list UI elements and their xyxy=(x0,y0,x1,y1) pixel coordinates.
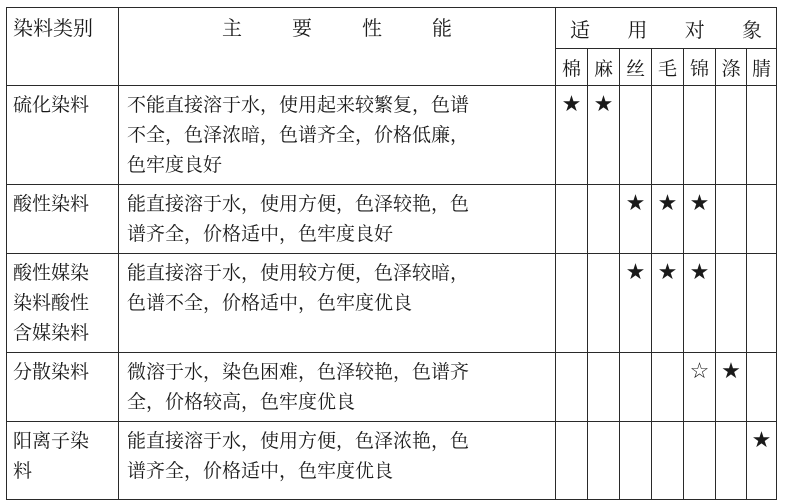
main-properties-cell xyxy=(119,422,556,500)
fiber-header-wool: 毛 xyxy=(652,49,684,86)
fiber-mark-cell xyxy=(747,254,777,353)
main-properties-line: 色谱不全，价格适中，色牢度优良 xyxy=(127,292,413,314)
fiber-mark-cell xyxy=(716,185,747,254)
header-apply-char: 用 xyxy=(627,17,648,42)
dye-category-cell xyxy=(7,86,119,185)
fiber-mark-cell xyxy=(652,86,684,185)
fiber-header-silk: 丝 xyxy=(620,49,652,86)
fiber-mark-cell xyxy=(716,86,747,185)
main-properties-cell xyxy=(119,86,556,185)
fiber-mark-cell xyxy=(652,353,684,422)
main-properties-line: 不能直接溶于水，使用起来较繁复，色谱 xyxy=(127,94,470,116)
table-row xyxy=(7,422,777,500)
fiber-mark-cell xyxy=(747,185,777,254)
fiber-mark-cell xyxy=(556,353,588,422)
fiber-mark-cell xyxy=(588,353,620,422)
main-properties-line: 能直接溶于水，使用方便，色泽浓艳，色 xyxy=(127,430,470,452)
fiber-header-acrylic: 腈 xyxy=(747,49,777,86)
header-apply-char: 对 xyxy=(684,17,705,42)
fiber-mark-cell xyxy=(620,422,652,500)
main-properties-cell xyxy=(119,185,556,254)
fiber-header-nylon: 锦 xyxy=(684,49,716,86)
header-apply-char: 适 xyxy=(570,17,590,42)
main-properties-cell xyxy=(119,353,556,422)
main-properties-cell xyxy=(119,254,556,353)
dye-category-line: 硫化染料 xyxy=(13,94,90,116)
applicable-star-icon: ★ xyxy=(652,254,684,353)
header-apply-char: 象 xyxy=(742,17,763,42)
dye-category-line: 料 xyxy=(13,460,33,482)
header-main-char: 要 xyxy=(292,16,312,40)
dye-category-line: 阳离子染 xyxy=(13,430,90,452)
fiber-header-polyester: 涤 xyxy=(716,49,747,86)
header-dye-category: 染料类别 xyxy=(7,8,119,86)
applicable-star-icon: ★ xyxy=(620,254,652,353)
header-main-char: 能 xyxy=(432,16,452,40)
header-main-properties xyxy=(119,8,556,86)
fiber-mark-cell xyxy=(556,254,588,353)
applicable-star-icon: ★ xyxy=(556,86,588,185)
applicable-star-icon: ★ xyxy=(588,86,620,185)
partially-applicable-star-icon: ☆ xyxy=(684,353,716,422)
main-properties-line: 色牢度良好 xyxy=(127,154,223,176)
fiber-header-hemp: 麻 xyxy=(588,49,620,86)
applicable-star-icon: ★ xyxy=(652,185,684,254)
fiber-mark-cell xyxy=(747,353,777,422)
table-row xyxy=(7,353,777,422)
dye-category-cell xyxy=(7,254,119,353)
fiber-mark-cell xyxy=(620,86,652,185)
dye-category-line: 酸性染料 xyxy=(13,193,90,215)
dye-category-line: 酸性媒染 xyxy=(13,262,90,284)
table-row xyxy=(7,86,777,185)
applicable-star-icon: ★ xyxy=(620,185,652,254)
fiber-mark-cell xyxy=(588,185,620,254)
fiber-mark-cell xyxy=(588,422,620,500)
dye-category-cell xyxy=(7,353,119,422)
fiber-mark-cell xyxy=(556,185,588,254)
applicable-star-icon: ★ xyxy=(716,353,747,422)
main-properties-line: 微溶于水，染色困难，色泽较艳，色谱齐 xyxy=(127,361,470,383)
table-row xyxy=(7,185,777,254)
main-properties-line: 不全，色泽浓暗，色谱齐全，价格低廉， xyxy=(127,124,470,146)
header-main-char: 主 xyxy=(222,16,242,40)
dye-category-line: 分散染料 xyxy=(13,361,90,383)
header-applicable-objects xyxy=(556,8,777,49)
fiber-mark-cell xyxy=(652,422,684,500)
fiber-mark-cell xyxy=(716,422,747,500)
fiber-mark-cell xyxy=(684,86,716,185)
dye-category-line: 染料酸性 xyxy=(13,292,90,314)
applicable-star-icon: ★ xyxy=(684,254,716,353)
fiber-header-cotton: 棉 xyxy=(556,49,588,86)
dye-category-cell xyxy=(7,422,119,500)
fiber-mark-cell xyxy=(588,254,620,353)
main-properties-line: 全，价格较高，色牢度优良 xyxy=(127,391,356,413)
header-main-char: 性 xyxy=(362,16,382,40)
fiber-mark-cell xyxy=(620,353,652,422)
dye-category-line: 含媒染料 xyxy=(13,322,90,344)
main-properties-line: 能直接溶于水，使用方便，色泽较艳，色 xyxy=(127,193,470,215)
main-properties-line: 能直接溶于水，使用较方便，色泽较暗， xyxy=(127,262,470,284)
dye-properties-table xyxy=(6,7,777,500)
dye-category-cell xyxy=(7,185,119,254)
fiber-mark-cell xyxy=(716,254,747,353)
table-body xyxy=(7,86,777,500)
table-row xyxy=(7,254,777,353)
fiber-mark-cell xyxy=(556,422,588,500)
fiber-mark-cell xyxy=(684,422,716,500)
applicable-star-icon: ★ xyxy=(684,185,716,254)
applicable-star-icon: ★ xyxy=(747,422,777,500)
main-properties-line: 谱齐全，价格适中，色牢度优良 xyxy=(127,460,394,482)
main-properties-line: 谱齐全，价格适中，色牢度良好 xyxy=(127,223,394,245)
fiber-mark-cell xyxy=(747,86,777,185)
